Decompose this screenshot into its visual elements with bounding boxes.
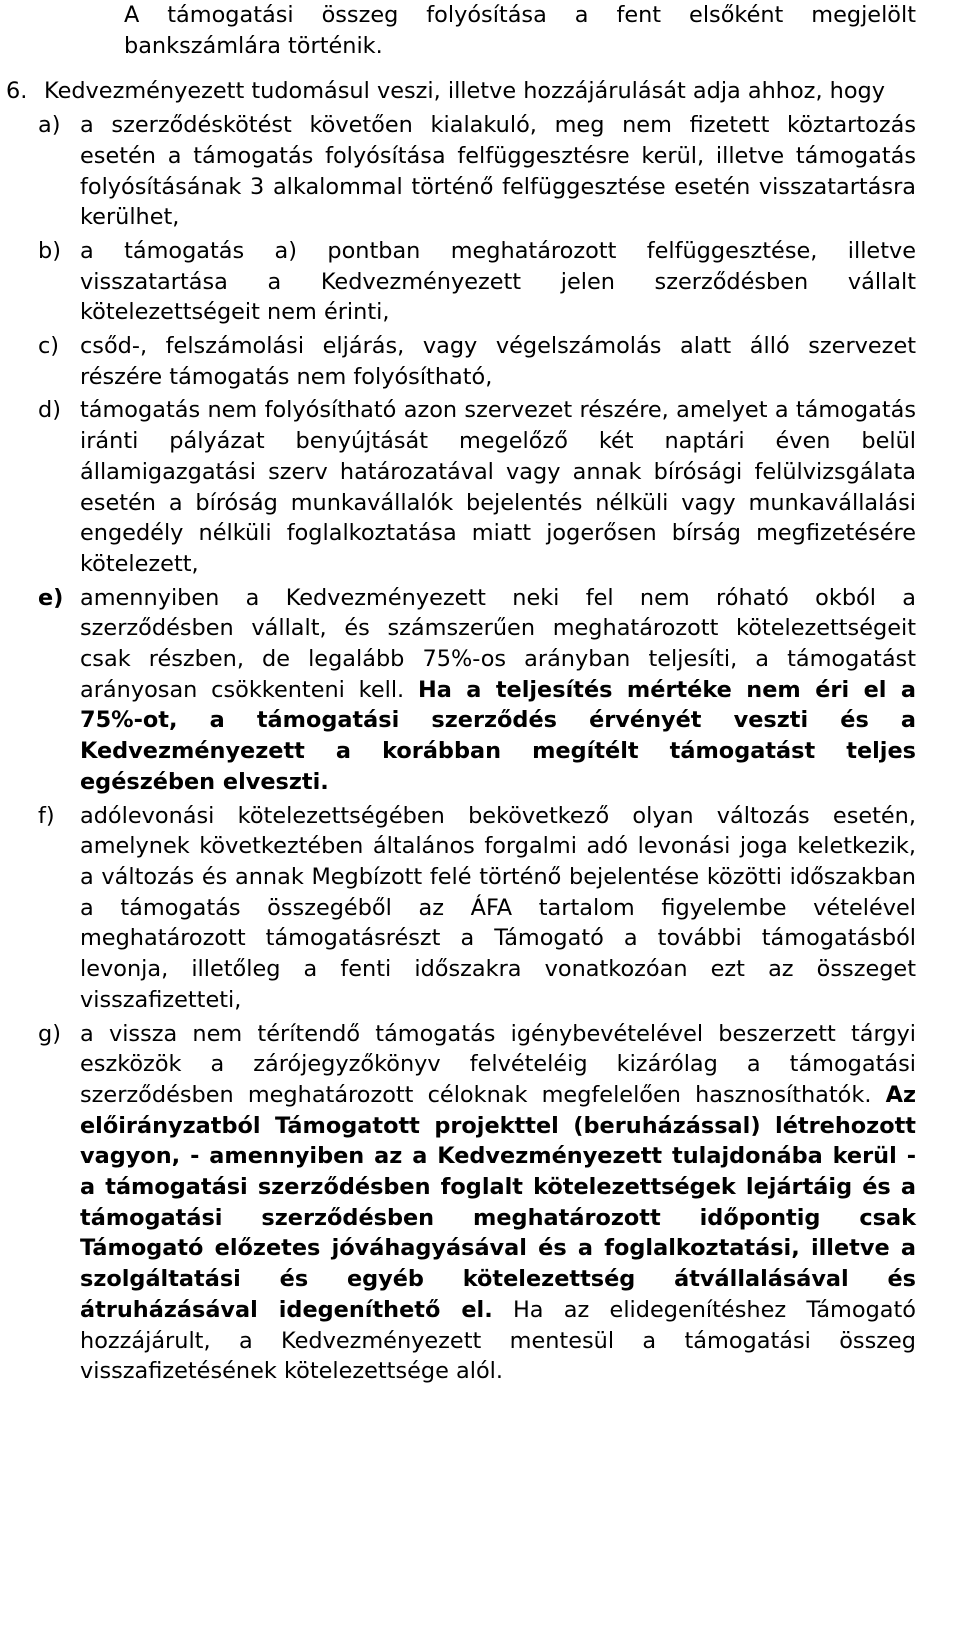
- list-item-a: [0, 110, 916, 233]
- list-item-b: [0, 236, 916, 328]
- list-item-c: [0, 331, 916, 392]
- section-number: 6.: [6, 78, 28, 105]
- item-text: [80, 1019, 916, 1387]
- item-text: a szerződéskötést követően kialakuló, meg nem fizetett köztartozás esetén a támogatás folyósítása felfüggesztésre kerül, illetve támogatás folyósításának 3 alkalommal történő felfüggesztése esetén visszatartásra kerülhet,: [80, 112, 916, 231]
- section-lead: Kedvezményezett tudomásul veszi, illetve hozzájárulását adja ahhoz, hogy: [44, 78, 886, 105]
- list-item-d: [0, 395, 916, 579]
- item-text: [80, 583, 916, 798]
- item-text: adólevonási kötelezettségében bekövetkező olyan változás esetén, amelynek következtében általános forgalmi adó levonási joga keletkezik, a változás és annak Megbízott felé történő bejelentése közötti időszakban a támogatás összegéből az ÁFA tartalom figyelembe vételével meghatározott támogatásrészt a Támogató a további támogatásból levonja, illetőleg a fenti időszakra vonatkozóan ezt az összeget visszafizetteti,: [80, 802, 916, 1013]
- item-text-bold: Az előirányzatból Támogatott projekttel (beruházással) létrehozott vagyon, - amennyiben az a Kedvezményezett tulajdonába kerül - a támogatási szerződésben foglalt kötelezettségek lejártáig és a támogatási szerződésben meghatározott időpontig csak Támogató előzetes jóváhagyásával és a foglalkoztatási, illetve a szolgáltatási és egyéb kötelezettség átvállalásával és átruházásával idegeníthető el.: [80, 1081, 916, 1323]
- list-item-g: [0, 1019, 916, 1387]
- section-6: [0, 76, 916, 107]
- item-label: d): [38, 397, 61, 424]
- item-label: g): [38, 1020, 61, 1047]
- intro-paragraph: A támogatási összeg folyósítása a fent elsőként megjelölt bankszámlára történik.: [124, 2, 916, 59]
- list-item-e: [0, 583, 916, 798]
- section-body: [44, 76, 916, 107]
- item-text: a támogatás a) pontban meghatározott felfüggesztése, illetve visszatartása a Kedvezményezett jelen szerződésben vállalt kötelezettségeit nem érinti,: [80, 237, 916, 326]
- item-label: c): [38, 333, 60, 360]
- item-label: f): [38, 802, 55, 829]
- item-label: b): [38, 237, 61, 264]
- item-label: e): [38, 584, 64, 611]
- item-label: a): [38, 112, 61, 139]
- item-text-regular: a vissza nem térítendő támogatás igénybevételével beszerzett tárgyi eszközök a zárójegyzőkönyv felvételéig kizárólag a támogatási szerződésben meghatározott céloknak megfelelően hasznosíthatók.: [80, 1020, 916, 1108]
- item-text-tail: Ha az elidegenítéshez Támogató hozzájárult, a Kedvezményezett mentesül a támogatási összeg visszafizetésének kötelezettsége alól.: [80, 1296, 916, 1385]
- item-text-regular: amennyiben a Kedvezményezett neki fel nem róható okból a szerződésben vállalt, és számszerűen meghatározott kötelezettségeit csak részben, de legalább 75%-os arányban teljesíti, a támogatást arányosan csökkenteni kell.: [80, 584, 916, 703]
- item-text-bold: Ha a teljesítés mértéke nem éri el a 75%-ot, a támogatási szerződés érvényét veszti és a Kedvezményezett a korábban megítélt támogatást teljes egészében elveszti.: [80, 676, 916, 795]
- item-text: csőd-, felszámolási eljárás, vagy végelszámolás alatt álló szervezet részére támogatás nem folyósítható,: [80, 333, 916, 390]
- item-text: támogatás nem folyósítható azon szervezet részére, amelyet a támogatás iránti pályázat benyújtását megelőző két naptári éven belül államigazgatási szerv határozatával vagy annak bírósági felülvizsgálata esetén a bíróság munkavállalók bejelentés nélküli vagy munkavállalási engedély nélküli foglalkoztatása miatt jogerősen bírság megfizetésére kötelezett,: [80, 397, 916, 577]
- list-item-f: [0, 801, 916, 1016]
